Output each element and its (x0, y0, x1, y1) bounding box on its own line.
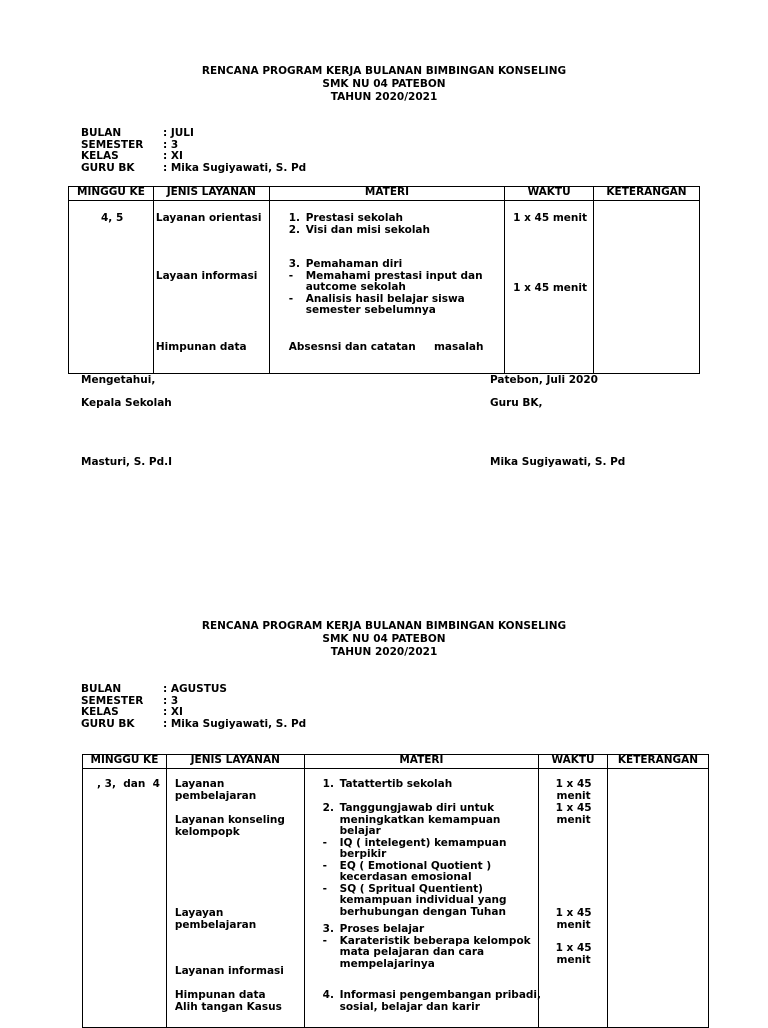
info-value: : Mika Sugiyawati, S. Pd (163, 717, 307, 730)
service-type: Himpunan data (155, 341, 247, 353)
program-table (82, 754, 709, 1028)
info-value: : XI (163, 150, 183, 162)
signature-left-label: Mengetahui, (81, 374, 156, 386)
info-label: KELAS (81, 706, 119, 718)
cell-layanan (166, 769, 304, 1028)
info-block (81, 684, 306, 730)
service-type: Himpunan data Alih tangan Kasus (174, 989, 282, 1013)
cell-minggu (83, 769, 167, 1028)
info-value: : Mika Sugiyawati, S. Pd (163, 161, 307, 174)
header-waktu: WAKTU (539, 755, 608, 769)
list-item: 1. Tatattertib sekolah (322, 778, 453, 790)
service-type: Layanan orientasi (155, 212, 262, 224)
signature-right-place-date: Patebon, Juli 2020 (490, 374, 598, 386)
header-keterangan: KETERANGAN (608, 755, 709, 769)
list-item: - IQ ( intelegent) kemampuan berpikir (322, 836, 507, 860)
signature-left-role: Kepala Sekolah (81, 397, 172, 409)
list-item: 3. Proses belajar (322, 923, 425, 935)
info-label: GURU BK (81, 161, 135, 174)
info-label: SEMESTER (81, 138, 144, 151)
duration: 1 x 45 menit (555, 802, 592, 826)
service-type: Layaan informasi (155, 270, 258, 282)
duration: 1 x 45 menit (555, 907, 592, 931)
info-value: : 3 (163, 138, 179, 151)
duration: 1 x 45 menit (513, 212, 587, 224)
list-item: - Memahami prestasi input dan autcome sekolah (288, 269, 483, 293)
list-item: 4. Informasi pengembangan pribadi, sosial, belajar dan karir (322, 989, 542, 1013)
info-label: SEMESTER (81, 694, 144, 707)
signature-right-name: Mika Sugiyawati, S. Pd (490, 456, 626, 468)
table-header-row (83, 755, 709, 769)
info-value: : JULI (163, 127, 194, 139)
info-label: BULAN (81, 127, 122, 139)
list-item: 2. Tanggungjawab diri untuk meningkatkan kemampuan belajar (322, 802, 501, 837)
info-value: : AGUSTUS (163, 683, 227, 695)
signature-left-name: Masturi, S. Pd.I (81, 456, 173, 468)
info-value: : XI (163, 706, 183, 718)
duration: 1 x 45 menit (555, 942, 592, 966)
info-label: BULAN (81, 683, 122, 695)
list-item: 3. Pemahaman diri (288, 258, 403, 270)
service-type: Layayan pembelajaran (174, 907, 257, 931)
list-item: 2. Visi dan misi sekolah (288, 223, 430, 236)
title-line: RENCANA PROGRAM KERJA BULANAN BIMBINGAN KONSELING (201, 65, 567, 77)
info-label: KELAS (81, 150, 119, 162)
week-number: 4, 5 (101, 212, 124, 224)
list-item: 1. Prestasi sekolah (288, 212, 404, 224)
list-item: - Karateristik beberapa kelompok mata pelajaran dan cara mempelajarinya (322, 934, 531, 970)
header-materi: MATERI (304, 755, 538, 769)
signature-right-role: Guru BK, (490, 397, 543, 409)
header-materi: MATERI (269, 187, 504, 201)
header-keterangan: KETERANGAN (594, 187, 700, 201)
cell-waktu (539, 769, 608, 1028)
service-type: Layanan informasi (174, 965, 284, 977)
cell-materi (304, 769, 542, 1028)
materi-text: Absesnsi dan catatan masalah (288, 341, 484, 353)
week-number: , 3, dan 4 (97, 778, 160, 790)
service-type: Layanan konseling kelompopk (174, 814, 285, 838)
header-minggu-ke: MINGGU KE (83, 755, 167, 769)
table-row (83, 769, 709, 1028)
document-title (0, 620, 768, 659)
school-name: SMK NU 04 PATEBON (322, 78, 446, 90)
school-year: TAHUN 2020/2021 (330, 91, 438, 103)
school-name: SMK NU 04 PATEBON (322, 633, 446, 645)
header-jenis-layanan: JENIS LAYANAN (153, 187, 269, 201)
cell-keterangan (608, 769, 709, 1028)
duration: 1 x 45 menit (513, 282, 587, 294)
header-minggu-ke: MINGGU KE (69, 187, 154, 201)
list-item: - EQ ( Emotional Quotient ) kecerdasan emosional (322, 859, 492, 883)
header-waktu: WAKTU (505, 187, 594, 201)
info-label: GURU BK (81, 717, 135, 730)
duration: 1 x 45 menit (555, 778, 592, 802)
info-value: : 3 (163, 694, 179, 707)
title-line: RENCANA PROGRAM KERJA BULANAN BIMBINGAN KONSELING (201, 620, 567, 632)
list-item: - Analisis hasil belajar siswa semester sebelumnya (288, 292, 465, 316)
list-item: - SQ ( Spritual Quentient) kemampuan individual yang berhubungan dengan Tuhan (322, 882, 507, 918)
school-year: TAHUN 2020/2021 (330, 646, 438, 658)
service-type: Layanan pembelajaran (174, 778, 257, 802)
header-jenis-layanan: JENIS LAYANAN (166, 755, 304, 769)
